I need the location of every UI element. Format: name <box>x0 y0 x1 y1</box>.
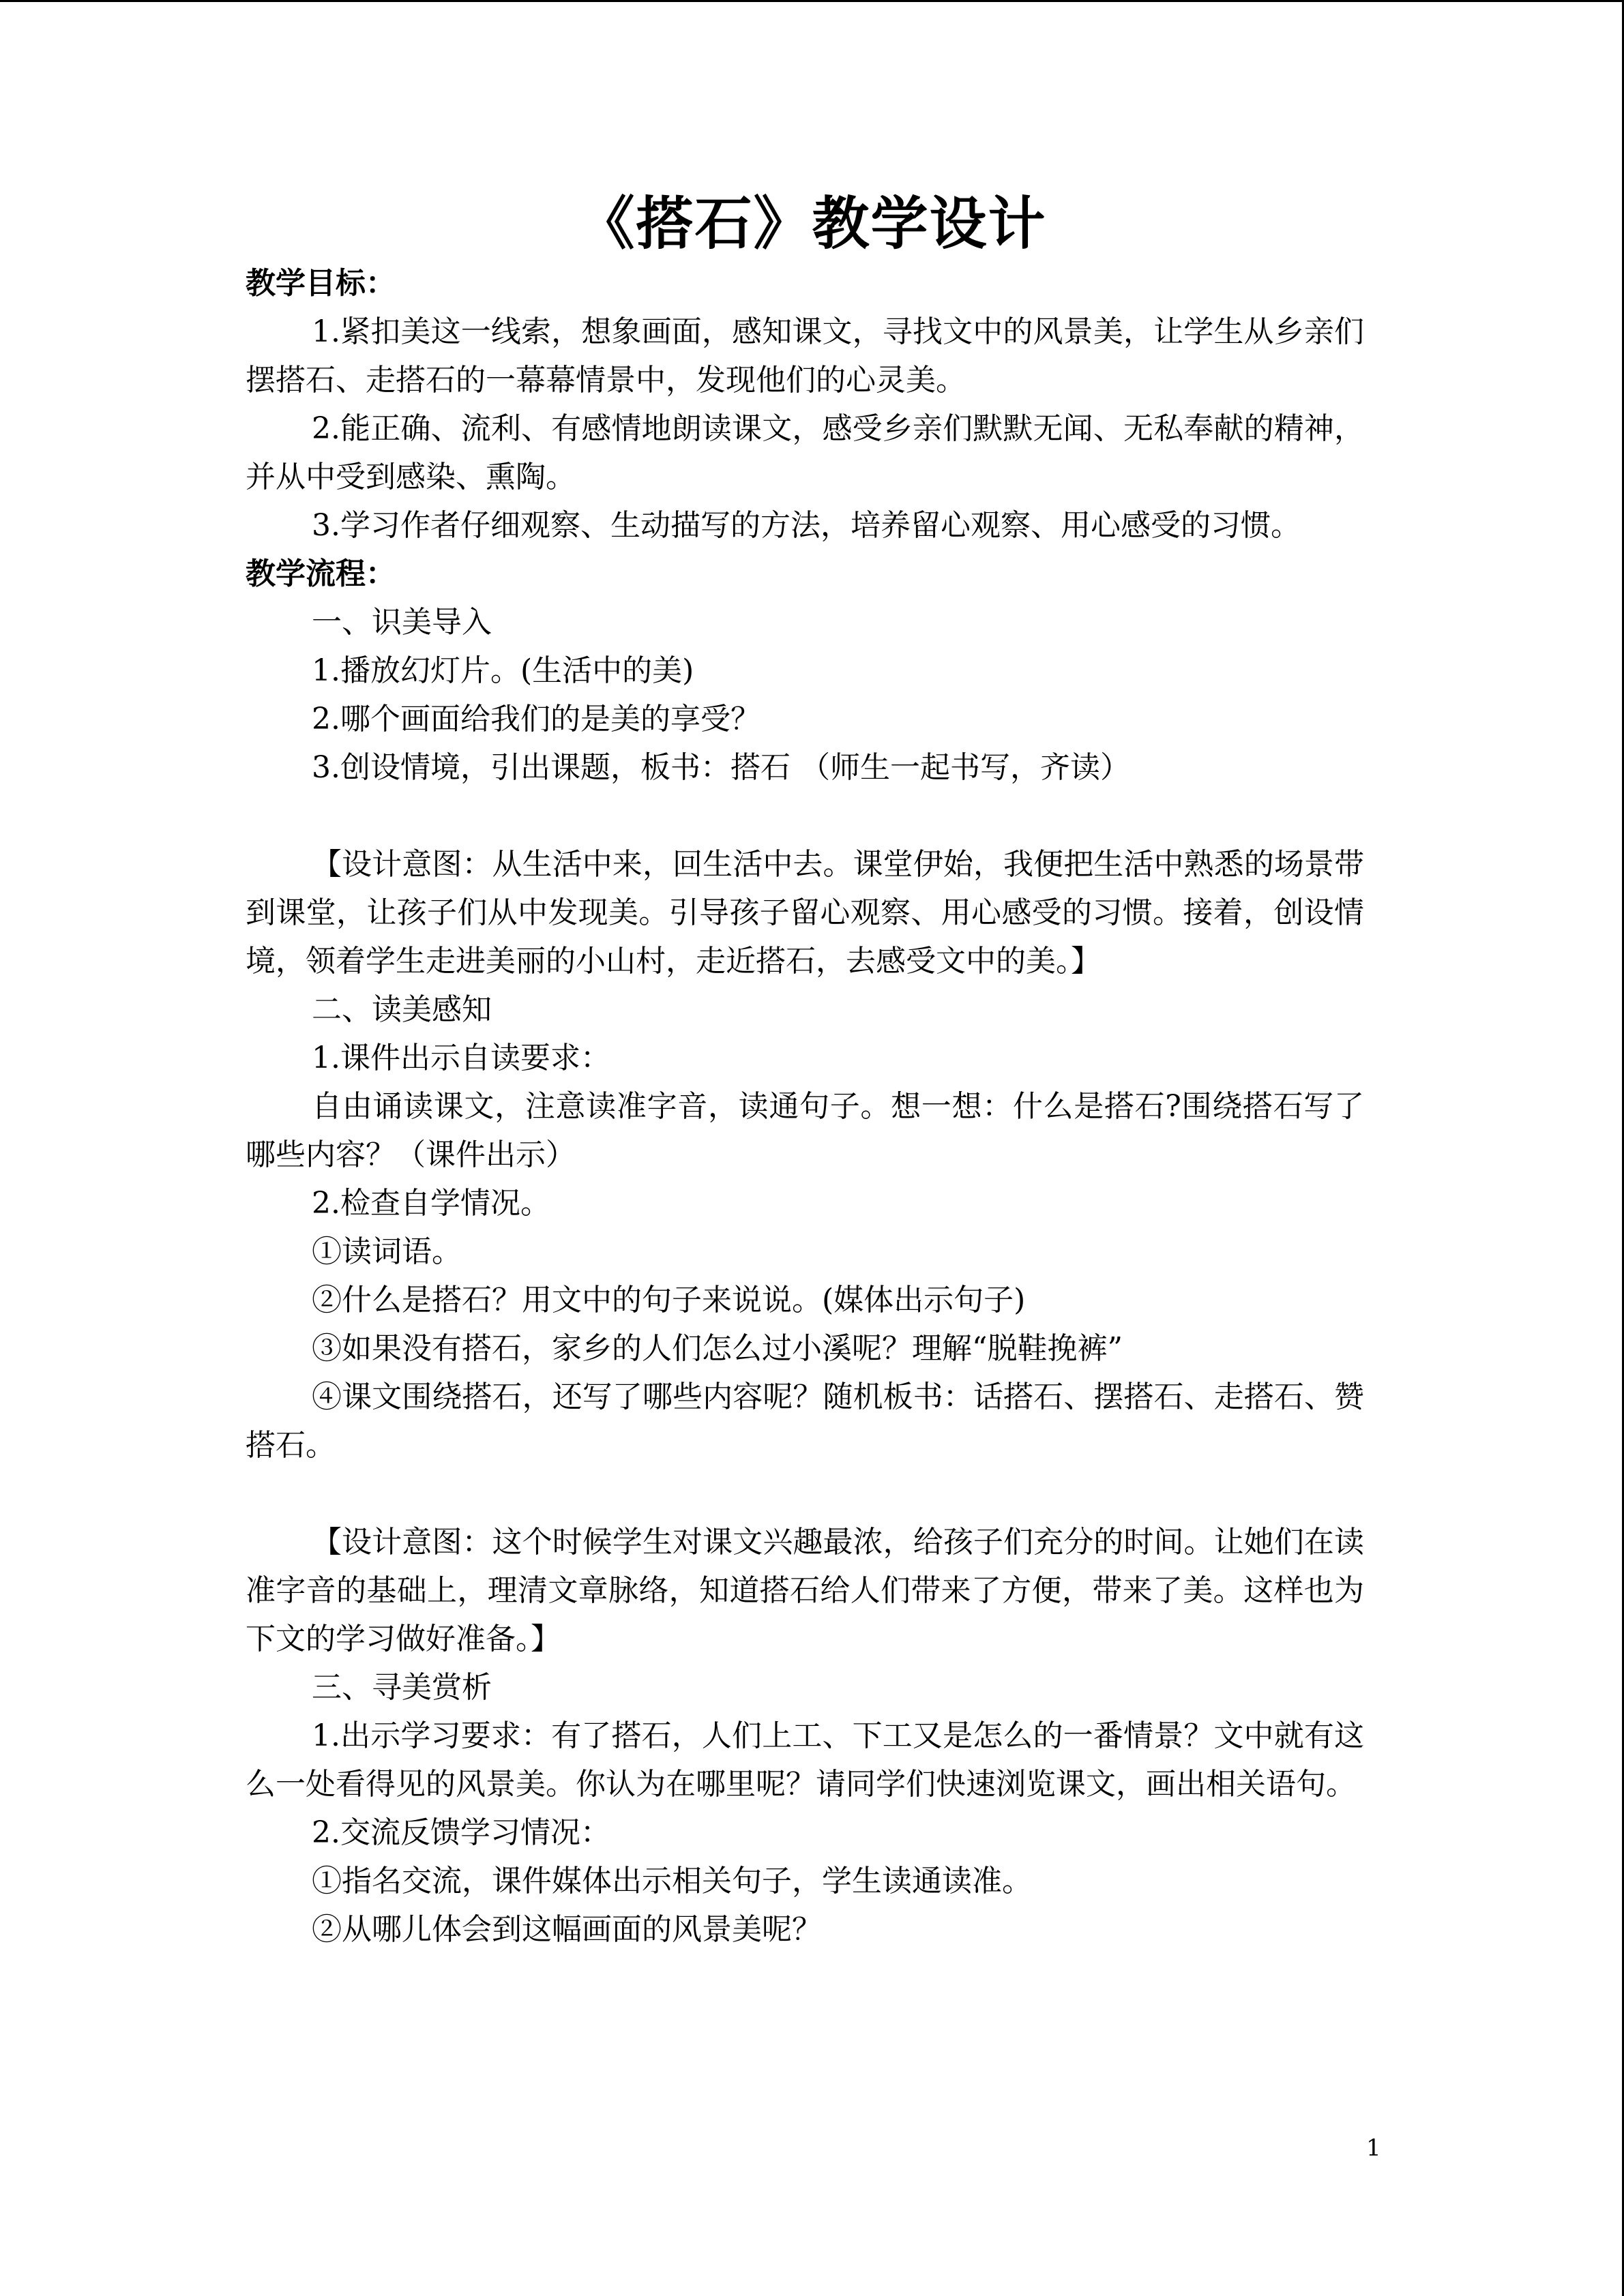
page-number: 1 <box>1366 2134 1381 2162</box>
objective-1: 1.紧扣美这一线索，想象画面，感知课文，寻找文中的风景美，让学生从乡亲们摆搭石、走搭石的一幕幕情景中，发现他们的心灵美。 <box>246 314 1364 398</box>
blank-line <box>246 792 1364 840</box>
design-intent-2: 【设计意图：这个时候学生对课文兴趣最浓，给孩子们充分的时间。让她们在读准字音的基础上，理清文章脉络，知道搭石给人们带来了方便，带来了美。这样也为下文的学习做好准备。】 <box>246 1525 1364 1656</box>
document-title: 《搭石》教学设计 <box>577 190 1047 257</box>
step-2-sub-4: ④课文围绕搭石，还写了哪些内容呢？随机板书：话搭石、摆搭石、走搭石、赞搭石。 <box>246 1380 1364 1463</box>
design-intent-1: 【设计意图：从生活中来，回生活中去。课堂伊始，我便把生活中熟悉的场景带到课堂，让孩子们从中发现美。引导孩子留心观察、用心感受的习惯。接着，创设情境，领着学生走进美丽的小山村，走近搭石，去感受文中的美。】 <box>246 847 1364 979</box>
step-heading-1: 一、识美导入 <box>312 605 492 640</box>
step-2-sub-2: ②什么是搭石？用文中的句子来说说。(媒体出示句子) <box>312 1283 1026 1317</box>
document-body <box>246 259 1364 1954</box>
step-2-sub-1: ①读词语。 <box>312 1234 462 1269</box>
step-3-sub-2: ②从哪儿体会到这幅画面的风景美呢？ <box>312 1912 822 1947</box>
objective-2: 2.能正确、流利、有感情地朗读课文，感受乡亲们默默无闻、无私奉献的精神，并从中受到感染、熏陶。 <box>246 411 1364 494</box>
step-1-item-2: 2.哪个画面给我们的是美的享受？ <box>312 702 761 736</box>
step-2-sub-3: ③如果没有搭石，家乡的人们怎么过小溪呢？理解“脱鞋挽裤” <box>312 1331 1123 1366</box>
step-3-sub-1: ①指名交流，课件媒体出示相关句子，学生读通读准。 <box>312 1864 1032 1898</box>
step-2-item-2: 2.检查自学情况。 <box>312 1186 550 1221</box>
step-1-item-3: 3.创设情境，引出课题，板书：搭石 （师生一起书写，齐读） <box>312 750 1130 785</box>
objective-3: 3.学习作者仔细观察、生动描写的方法，培养留心观察、用心感受的习惯。 <box>312 508 1301 543</box>
step-2-item-1: 1.课件出示自读要求： <box>312 1041 610 1075</box>
step-2-instructions: 自由诵读课文，注意读准字音，读通句子。想一想：什么是搭石?围绕搭石写了哪些内容？（课件出示） <box>246 1089 1364 1172</box>
step-heading-2: 二、读美感知 <box>312 992 492 1027</box>
step-1-item-1: 1.播放幻灯片。(生活中的美) <box>312 653 694 688</box>
step-3-item-1: 1.出示学习要求：有了搭石，人们上工、下工又是怎么的一番情景？文中就有这么一处看得见的风景美。你认为在哪里呢？请同学们快速浏览课文，画出相关语句。 <box>246 1718 1364 1802</box>
step-heading-3: 三、寻美赏析 <box>312 1670 492 1705</box>
page-border-top <box>0 0 1624 2</box>
blank-line <box>246 1470 1364 1518</box>
section-heading-process: 教学流程： <box>246 556 396 591</box>
section-heading-objectives: 教学目标： <box>246 266 396 301</box>
step-3-item-2: 2.交流反馈学习情况： <box>312 1815 610 1850</box>
